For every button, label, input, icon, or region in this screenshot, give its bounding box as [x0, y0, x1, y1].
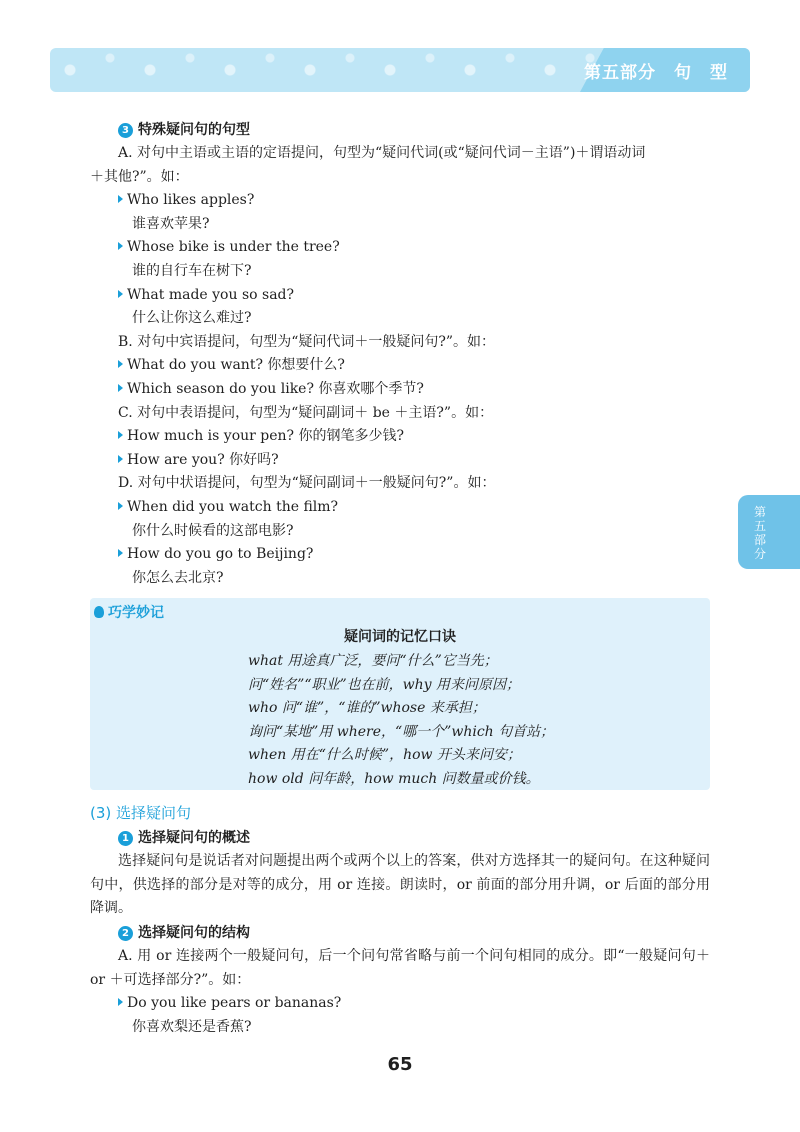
main-content: [90, 118, 710, 1039]
paragraph: A. 用 or 连接两个一般疑问句，后一个问句常省略与前一个问句相同的成分。即“一般疑问句＋ or ＋可选择部分?”。如：: [90, 948, 710, 988]
example-text: Whose bike is under the tree?: [127, 239, 340, 256]
example-line: [90, 425, 710, 449]
rule-a-line2: ＋其他?”。如：: [90, 168, 189, 185]
tip-label-text: 巧学妙记: [108, 605, 164, 622]
example-line: [90, 449, 710, 473]
example-zh: 谁的自行车在树下?: [132, 262, 252, 279]
subsection-title: 选择疑问句的概述: [138, 830, 250, 847]
subsection-heading: [90, 921, 710, 945]
triangle-bullet-icon: [118, 290, 123, 298]
side-tab-label: 第五部分: [754, 505, 767, 561]
section-heading: [90, 118, 710, 142]
triangle-bullet-icon: [118, 502, 123, 510]
example-text: Do you like pears or bananas?: [127, 995, 342, 1012]
example-text: What do you want? 你想要什么?: [127, 357, 345, 374]
tip-line: when 用在“什么时候”，how 开头来问安；: [248, 747, 521, 764]
example-line: [90, 354, 710, 378]
rule-b: B. 对句中宾语提问，句型为“疑问代词＋一般疑问句?”。如：: [118, 333, 496, 350]
triangle-bullet-icon: [118, 195, 123, 203]
example-zh: 什么让你这么难过?: [132, 310, 252, 327]
example-text: How are you? 你好吗?: [127, 451, 279, 468]
subsection-title: 选择疑问句的结构: [138, 925, 250, 942]
example-en: [90, 189, 710, 213]
example-text: What made you so sad?: [127, 286, 295, 303]
tip-lines: [248, 650, 554, 791]
number-circle-icon: 1: [118, 831, 133, 846]
example-zh: 你喜欢梨还是香蕉?: [132, 1018, 252, 1035]
section-title: 特殊疑问句的句型: [138, 122, 250, 138]
triangle-bullet-icon: [118, 549, 123, 557]
example-text: How much is your pen? 你的钢笔多少钱?: [127, 428, 405, 445]
subsection-heading: [90, 826, 710, 850]
tip-line: who 问“谁”，“谁的”whose 来承担；: [248, 700, 486, 717]
example-text: When did you watch the film?: [127, 498, 339, 515]
tip-line: what 用途真广泛，要问“什么”它当先；: [248, 653, 498, 670]
triangle-bullet-icon: [118, 360, 123, 368]
tip-line: how old 问年龄，how much 问数量或价钱。: [248, 770, 540, 787]
example-en: [90, 236, 710, 260]
example-en: [90, 496, 710, 520]
side-chapter-tab[interactable]: [738, 495, 800, 569]
example-text: Which season do you like? 你喜欢哪个季节?: [127, 380, 424, 397]
rule-c: C. 对句中表语提问，句型为“疑问副词＋ be ＋主语?”。如：: [118, 404, 494, 421]
header-title: 第五部分 句 型: [584, 63, 728, 83]
section-3-title: (3) 选择疑问句: [90, 804, 192, 823]
triangle-bullet-icon: [118, 455, 123, 463]
number-circle-icon: 2: [118, 926, 133, 941]
rule-a-line1: A. 对句中主语或主语的定语提问，句型为“疑问代词(或“疑问代词－主语”)＋谓语动词: [118, 145, 646, 161]
tip-label: [94, 602, 164, 622]
tip-title: 疑问词的记忆口诀: [344, 629, 456, 646]
rule-d: D. 对句中状语提问，句型为“疑问副词＋一般疑问句?”。如：: [118, 475, 496, 492]
number-circle-icon: 3: [118, 123, 133, 138]
memory-tip-box: [90, 598, 710, 790]
example-line: [90, 378, 710, 402]
paragraph: 选择疑问句是说话者对问题提出两个或两个以上的答案，供对方选择其一的疑问句。在这种疑问句中，供选择的部分是对等的成分，用 or 连接。朗读时，or 前面的部分用升调，or 后面的部分用降调。: [90, 853, 710, 917]
triangle-bullet-icon: [118, 998, 123, 1006]
triangle-bullet-icon: [118, 384, 123, 392]
example-en: [90, 992, 710, 1016]
triangle-bullet-icon: [118, 242, 123, 250]
page-header-banner: [50, 48, 750, 92]
example-zh: 你怎么去北京?: [132, 569, 224, 586]
example-zh: 你什么时候看的这部电影?: [132, 522, 294, 539]
example-en: [90, 543, 710, 567]
example-text: Who likes apples?: [127, 192, 255, 209]
triangle-bullet-icon: [118, 431, 123, 439]
example-zh: 谁喜欢苹果?: [132, 215, 210, 232]
page-number: 65: [387, 1054, 413, 1075]
tip-line: 问“姓名”“职业”也在前，why 用来问原因；: [248, 676, 520, 693]
tip-line: 询问“某地”用 where，“哪一个”which 句首站；: [248, 723, 555, 740]
lightbulb-icon: [94, 606, 104, 618]
example-text: How do you go to Beijing?: [127, 546, 314, 563]
example-en: [90, 284, 710, 308]
